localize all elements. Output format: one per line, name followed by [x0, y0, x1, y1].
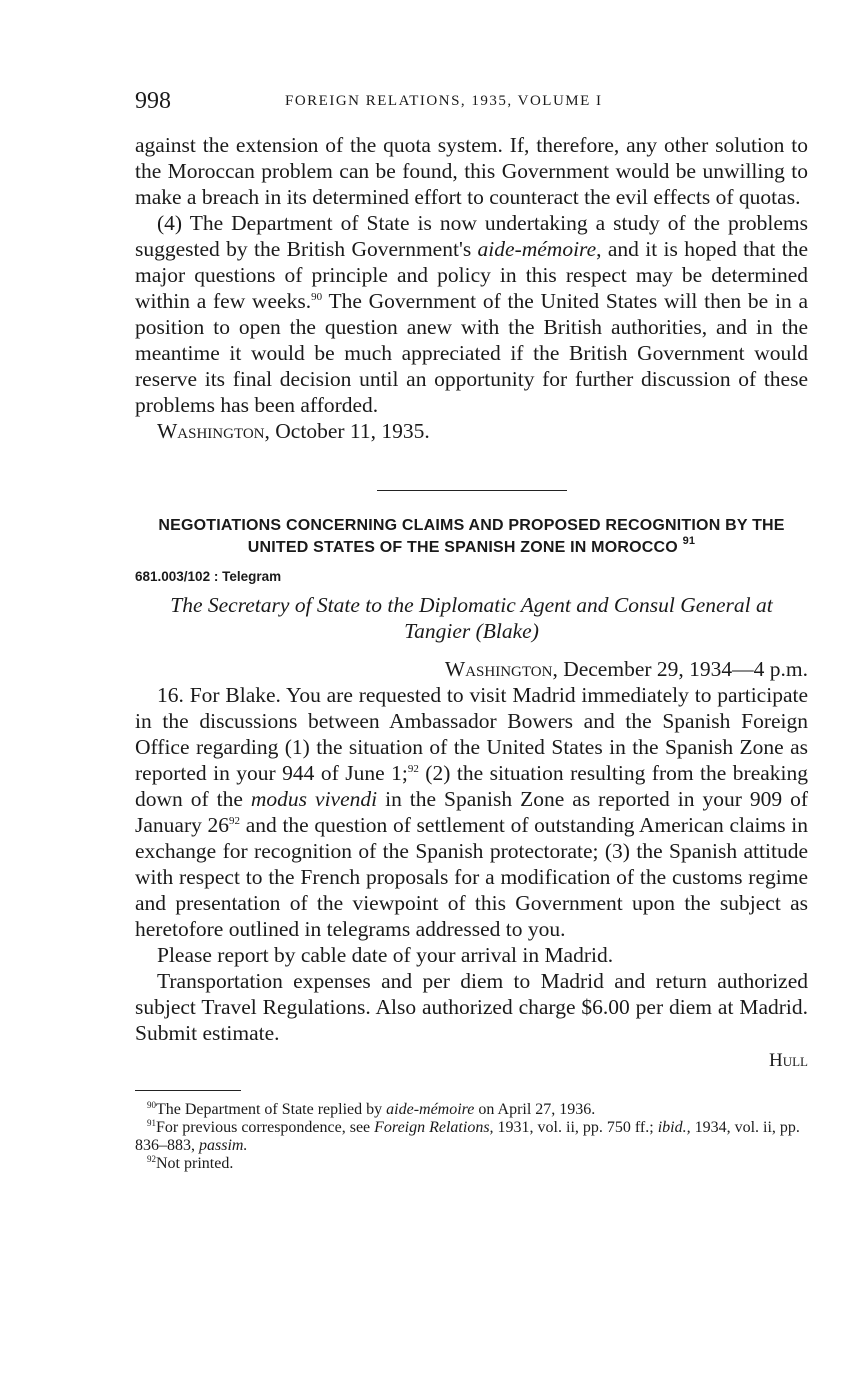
document-dateline — [135, 656, 808, 682]
footnote-ref-91[interactable]: 91 — [682, 535, 696, 547]
signature: Hull — [769, 1050, 808, 1071]
intro-dateline — [135, 418, 808, 444]
page-body — [135, 132, 808, 1173]
section-divider — [377, 490, 567, 491]
document-place: Washington — [444, 657, 553, 681]
modus-vivendi-term: modus vivendi — [250, 787, 378, 811]
footnote-rule — [135, 1090, 241, 1091]
page-number: 998 — [135, 88, 171, 114]
footnote-91: $^{91}$For previous correspondence, see Foreign Relations, 1931, vol. ii, pp. 750 ff.; ibid., 1934, vol. ii, pp. 836–883, passim. — [135, 1118, 800, 1154]
footnote-ref-90[interactable]: 90 — [311, 291, 323, 303]
intro-paragraph-2: (4) The Department of State is now undertaking a study of the problems suggested by the British Government's aide-mémoire, and it is hoped that the major questions of principle and policy in this respect may be determined within a few weeks.$^{90}$ The Government of the United States will then be in a position to open the question anew with the British authorities, and in the meantime it would be much appreciated if the British Government would reserve its final decision until an opportunity for further discussion of these problems has been afforded. — [135, 211, 808, 417]
footnote-ref-92a[interactable]: 92 — [407, 763, 419, 775]
file-number: 681.003/102 : Telegram — [135, 569, 282, 584]
intro-paragraph-1: against the extension of the quota system. If, therefore, any other solution to the Moroccan problem can be found, this Government would be unwilling to make a breach in its determined effort to counteract the evil effects of quotas. — [135, 133, 808, 209]
telegram-paragraph-2: Please report by cable date of your arrival in Madrid. — [157, 943, 614, 967]
telegram-paragraph-1: 16. For Blake. You are requested to visit Madrid immediately to participate in the discussions between Ambassador Bowers and the Spanish Foreign Office regarding (1) the situation of the United States in the Spanish Zone as reported in your 944 of June 1;$^{92}$ (2) the situation resulting from the breaking down of the modus vivendi in the Spanish Zone as reported in your 909 of January $26^{92}$ and the question of settlement of outstanding American claims in exchange for recognition of the Spanish protectorate; (3) the Spanish attitude with respect to the French proposals for a modification of the customs regime and presentation of the viewpoint of this Government upon the subject as heretofore outlined in telegrams addressed to you. — [135, 683, 809, 941]
document-title: The Secretary of State to the Diplomatic Agent and Consul General at Tangier (Blake) — [170, 593, 773, 643]
section-heading: NEGOTIATIONS CONCERNING CLAIMS AND PROPOSED RECOGNITION BY THE UNITED STATES OF THE SPANISH ZONE IN MOROCCO $^{91}$ — [158, 517, 785, 556]
footnote-90: $^{90}$The Department of State replied by aide-mémoire on April 27, 1936. — [147, 1100, 596, 1118]
dateline-place: Washington — [157, 419, 265, 443]
footnote-92: $^{92}$Not printed. — [147, 1154, 234, 1172]
document-date: , December 29, 1934—4 p.m. — [552, 657, 808, 681]
telegram-paragraph-3: Transportation expenses and per diem to Madrid and return authorized subject Travel Regulations. Also authorized charge $6.00 per diem at Madrid. Submit estimate. — [135, 969, 808, 1045]
footnote-ref-92b[interactable]: 92 — [229, 815, 241, 827]
aide-memoire-term: aide-mémoire — [477, 237, 597, 261]
running-head: FOREIGN RELATIONS, 1935, VOLUME I — [285, 93, 603, 109]
dateline-date: , October 11, 1935. — [264, 419, 430, 443]
page-header — [135, 88, 808, 118]
footnotes — [135, 1101, 808, 1173]
